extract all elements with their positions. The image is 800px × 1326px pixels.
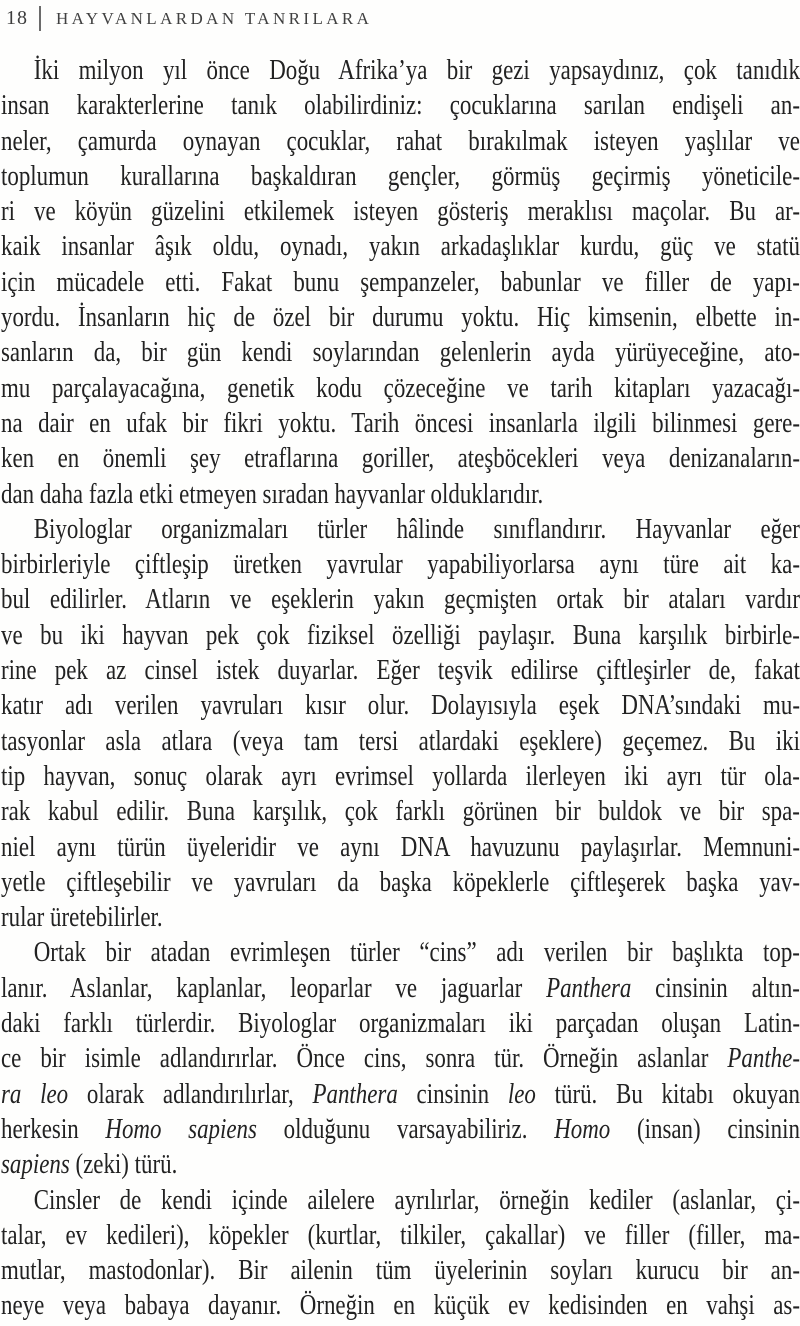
paragraph <box>1 512 800 936</box>
text-run-italic: Panthera <box>312 1078 398 1110</box>
text-line <box>1 1041 800 1076</box>
text-line: ve bu iki hayvan pek çok fiziksel özelliği paylaşır. Buna karşılık birbirle- <box>1 619 800 651</box>
text-line <box>1 971 800 1006</box>
paragraph <box>1 53 800 512</box>
text-line: için mücadele etti. Fakat bunu şempanzeler, babunlar ve filler de yapı- <box>1 266 800 298</box>
text-run: lanır. Aslanlar, kaplanlar, leoparlar ve jaguarlar <box>1 972 547 1004</box>
text-line: tip hayvan, sonuç olarak ayrı evrimsel yollarda ilerleyen iki ayrı tür ola- <box>1 760 800 792</box>
text-run-italic: Panthe- <box>727 1043 800 1075</box>
text-run-italic: leo <box>507 1078 536 1110</box>
text-line: Ortak bir atadan evrimleşen türler “cins” adı verilen bir başlıkta top- <box>33 937 800 969</box>
text-run: (insan) cinsinin <box>610 1113 800 1145</box>
text-run: türü. Bu kitabı okuyan <box>535 1078 800 1110</box>
text-run: olduğunu varsayabiliriz. <box>256 1113 555 1145</box>
text-line: katır adı verilen yavruları kısır olur. Dolayısıyla eşek DNA’sındaki mu- <box>1 690 800 722</box>
text-run: cinsinin altın- <box>631 972 800 1004</box>
text-line: Biyologlar organizmaları türler hâlinde sınıflandırır. Hayvanlar eğer <box>33 513 800 545</box>
text-line: insan karakterlerine tanık olabilirdiniz: çocuklarına sarılan endişeli an- <box>1 90 800 122</box>
text-run-italic: sapiens <box>1 1149 70 1181</box>
text-line: ri ve köyün güzelini etkilemek isteyen gösteriş meraklısı maçolar. Bu ar- <box>1 196 800 228</box>
text-line: yordu. İnsanların hiç de özel bir durumu yoktu. Hiç kimsenin, elbette in- <box>1 302 800 334</box>
text-line <box>1 1147 800 1182</box>
text-run-italic: Homo <box>554 1113 611 1145</box>
page-number: 18 <box>6 7 28 29</box>
text-run: herkesin <box>1 1113 106 1145</box>
running-header <box>0 0 800 31</box>
text-line: kaik insanlar âşık oldu, oynadı, yakın arkadaşlıklar kurdu, güç ve statü <box>1 231 800 263</box>
text-line: na dair en ufak bir fikri yoktu. Tarih öncesi insanlarla ilgili bilinmesi gere- <box>1 407 800 439</box>
text-line <box>1 1112 800 1147</box>
text-line: talar, ev kedileri), köpekler (kurtlar, tilkiler, çakallar) ve filler (filler, ma- <box>1 1219 800 1251</box>
text-line: rine pek az cinsel istek duyarlar. Eğer teşvik edilirse çiftleşirler de, fakat <box>1 655 800 687</box>
text-line: birbirleriyle çiftleşip üretken yavrular yapabiliyorlarsa aynı türe ait ka- <box>1 549 800 581</box>
paragraph <box>1 1183 800 1324</box>
text-line: bul edilirler. Atların ve eşeklerin yakın geçmişten ortak bir ataları vardır <box>1 584 800 616</box>
text-line: sanların da, bir gün kendi soylarından gelenlerin ayda yürüyeceğine, ato- <box>1 337 800 369</box>
text-line: mu parçalayacağına, genetik kodu çözeceğine ve tarih kitapları yazacağı- <box>1 372 800 404</box>
text-line: ken en önemli şey etraflarına goriller, ateşböcekleri veya denizanaların- <box>1 443 800 475</box>
text-line <box>1 1077 800 1112</box>
paragraph <box>1 935 800 1182</box>
text-line: niel aynı türün üyeleridir ve aynı DNA havuzunu paylaşırlar. Memnuni- <box>1 831 800 863</box>
text-line: toplumun kurallarına başkaldıran gençler, görmüş geçirmiş yöneticile- <box>1 160 800 192</box>
text-run-italic: Panthera <box>546 972 632 1004</box>
text-run: ce bir isimle adlandırırlar. Önce cins, sonra tür. Örneğin aslanlar <box>1 1043 728 1075</box>
text-line: daki farklı türlerdir. Biyologlar organizmaları iki parçadan oluşan Latin- <box>1 1008 800 1040</box>
text-line: tasyonlar asla atlara (veya tam tersi atlardaki eşeklere) geçemez. Bu iki <box>1 725 800 757</box>
text-line: mutlar, mastodonlar). Bir ailenin tüm üyelerinin soyları kurucu bir an- <box>1 1255 800 1287</box>
text-line: neler, çamurda oynayan çocuklar, rahat bırakılmak isteyen yaşlılar ve <box>1 125 800 157</box>
text-block <box>1 53 800 1324</box>
text-run-italic: Homo sapiens <box>105 1113 257 1145</box>
text-line: Cinsler de kendi içinde ailelere ayrılırlar, örneğin kediler (aslanlar, çi- <box>33 1184 800 1216</box>
text-line: rular üretebilirler. <box>1 902 163 934</box>
text-run: (zeki) türü. <box>69 1149 178 1181</box>
text-line: neye veya babaya dayanır. Örneğin en küçük ev kedisinden en vahşi as- <box>1 1290 800 1322</box>
book-title: HAYVANLARDAN TANRILARA <box>56 9 373 28</box>
text-line: yetle çiftleşebilir ve yavruları da başka köpeklerle çiftleşerek başka yav- <box>1 866 800 898</box>
text-line: rak kabul edilir. Buna karşılık, çok farklı görünen bir buldok ve bir spa- <box>1 796 800 828</box>
text-line: dan daha fazla etki etmeyen sıradan hayvanlar olduklarıdır. <box>1 478 544 510</box>
text-run-italic: ra leo <box>1 1078 69 1110</box>
header-divider <box>39 6 41 31</box>
text-line: İki milyon yıl önce Doğu Afrika’ya bir gezi yapsaydınız, çok tanıdık <box>33 55 800 86</box>
text-run: cinsinin <box>397 1078 508 1110</box>
text-run: olarak adlandırılırlar, <box>68 1078 313 1110</box>
